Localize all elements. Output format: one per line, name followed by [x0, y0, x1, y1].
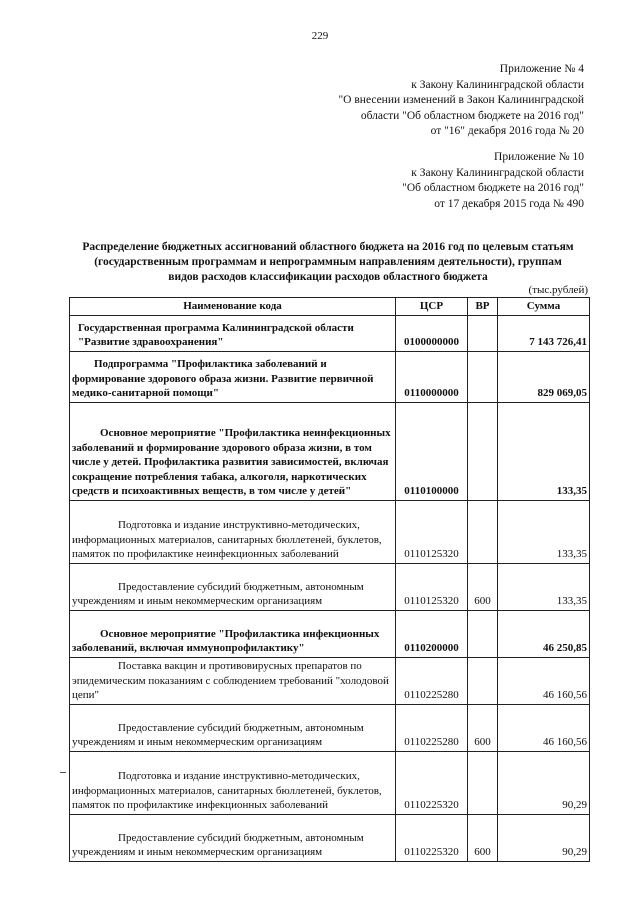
row-sum: 133,35: [498, 402, 590, 500]
row-sum: 133,35: [498, 500, 590, 563]
annex-line: к Закону Калининградской области: [411, 166, 584, 179]
row-csr: 0100000000: [396, 315, 468, 351]
row-vr: [468, 402, 498, 500]
row-vr: 600: [468, 814, 498, 861]
budget-table: [69, 297, 590, 862]
header-sum: Сумма: [498, 298, 590, 316]
units-label: (тыс.рублей): [528, 284, 588, 296]
row-sum: 90,29: [498, 751, 590, 814]
row-vr: [468, 315, 498, 351]
table-header-row: [70, 298, 590, 316]
title-line: видов расходов классификации расходов областного бюджета: [168, 271, 488, 283]
row-name: Подготовка и издание инструктивно-методических, информационных материалов, санитарных бюллетеней, буклетов, памяток по профилактике неинфекционных заболеваний: [70, 500, 396, 563]
annex-line: области "Об областном бюджете на 2016 год": [360, 109, 584, 122]
title-line: (государственным программам и непрограммным направлениям деятельности), группам: [94, 256, 562, 268]
annex-line: к Закону Калининградской области: [411, 78, 584, 91]
annex-line: "О внесении изменений в Закон Калининградской: [338, 94, 584, 106]
header-vr: ВР: [468, 298, 498, 316]
table-row: [70, 315, 590, 351]
row-sum: 90,29: [498, 814, 590, 861]
row-name: Подпрограмма "Профилактика заболеваний и формирование здорового образа жизни. Развитие первичной медико-санитарной помощи": [70, 351, 396, 402]
row-vr: [468, 657, 498, 704]
annex-header-new: [338, 62, 584, 140]
row-sum: 133,35: [498, 563, 590, 610]
table-row: [70, 500, 590, 563]
table-row: [70, 610, 590, 657]
row-sum: 46 250,85: [498, 610, 590, 657]
row-sum: 46 160,56: [498, 704, 590, 751]
title-line: Распределение бюджетных ассигнований областного бюджета на 2016 год по целевым статьям: [82, 241, 574, 253]
row-csr: 0110200000: [396, 610, 468, 657]
row-csr: 0110225320: [396, 751, 468, 814]
header-name: Наименование кода: [70, 298, 396, 316]
margin-tick-mark: [60, 772, 66, 773]
table-row: [70, 563, 590, 610]
row-name: Предоставление субсидий бюджетным, автономным учреждениям и иным некоммерческим организациям: [70, 563, 396, 610]
annex-header-old: [402, 150, 584, 212]
row-name: Основное мероприятие "Профилактика инфекционных заболеваний, включая иммунопрофилактику": [70, 610, 396, 657]
row-name: Подготовка и издание инструктивно-методических, информационных материалов, санитарных бюллетеней, буклетов, памяток по профилактике инфекционных заболеваний: [70, 751, 396, 814]
table-row: [70, 704, 590, 751]
table-row: [70, 814, 590, 861]
row-vr: [468, 751, 498, 814]
document-title: [66, 240, 590, 285]
table-row: [70, 402, 590, 500]
page-number: 229: [311, 30, 329, 42]
table-row: [70, 657, 590, 704]
annex-line: от 17 декабря 2015 года № 490: [434, 197, 584, 210]
annex-line: Приложение № 10: [494, 151, 584, 163]
row-sum: 46 160,56: [498, 657, 590, 704]
header-csr: ЦСР: [396, 298, 468, 316]
row-csr: 0110125320: [396, 563, 468, 610]
annex-line: от "16" декабря 2016 года № 20: [430, 125, 584, 137]
row-name: Предоставление субсидий бюджетным, автономным учреждениям и иным некоммерческим организациям: [70, 704, 396, 751]
row-sum: 829 069,05: [498, 351, 590, 402]
row-name: Основное мероприятие "Профилактика неинфекционных заболеваний и формирование здорового образа жизни, в том числе у детей. Профилактика развития зависимостей, включая сокращение потребления табака, алкоголя, наркотических средств и психоактивных веществ, в том числе у детей": [70, 402, 396, 500]
row-csr: 0110225280: [396, 657, 468, 704]
row-sum: 7 143 726,41: [498, 315, 590, 351]
row-csr: 0110225280: [396, 704, 468, 751]
annex-line: "Об областном бюджете на 2016 год": [402, 182, 584, 194]
row-name: Поставка вакцин и противовирусных препаратов по эпидемическим показаниям с соблюдением требований "холодовой цепи": [70, 657, 396, 704]
row-vr: 600: [468, 704, 498, 751]
row-csr: 0110125320: [396, 500, 468, 563]
row-name: Предоставление субсидий бюджетным, автономным учреждениям и иным некоммерческим организациям: [70, 814, 396, 861]
row-csr: 0110000000: [396, 351, 468, 402]
row-vr: [468, 500, 498, 563]
row-csr: 0110225320: [396, 814, 468, 861]
row-csr: 0110100000: [396, 402, 468, 500]
row-vr: 600: [468, 563, 498, 610]
row-name: Государственная программа Калининградской области "Развитие здравоохранения": [70, 315, 396, 351]
annex-line: Приложение № 4: [499, 63, 584, 75]
table-row: [70, 351, 590, 402]
row-vr: [468, 351, 498, 402]
table-row: [70, 751, 590, 814]
row-vr: [468, 610, 498, 657]
